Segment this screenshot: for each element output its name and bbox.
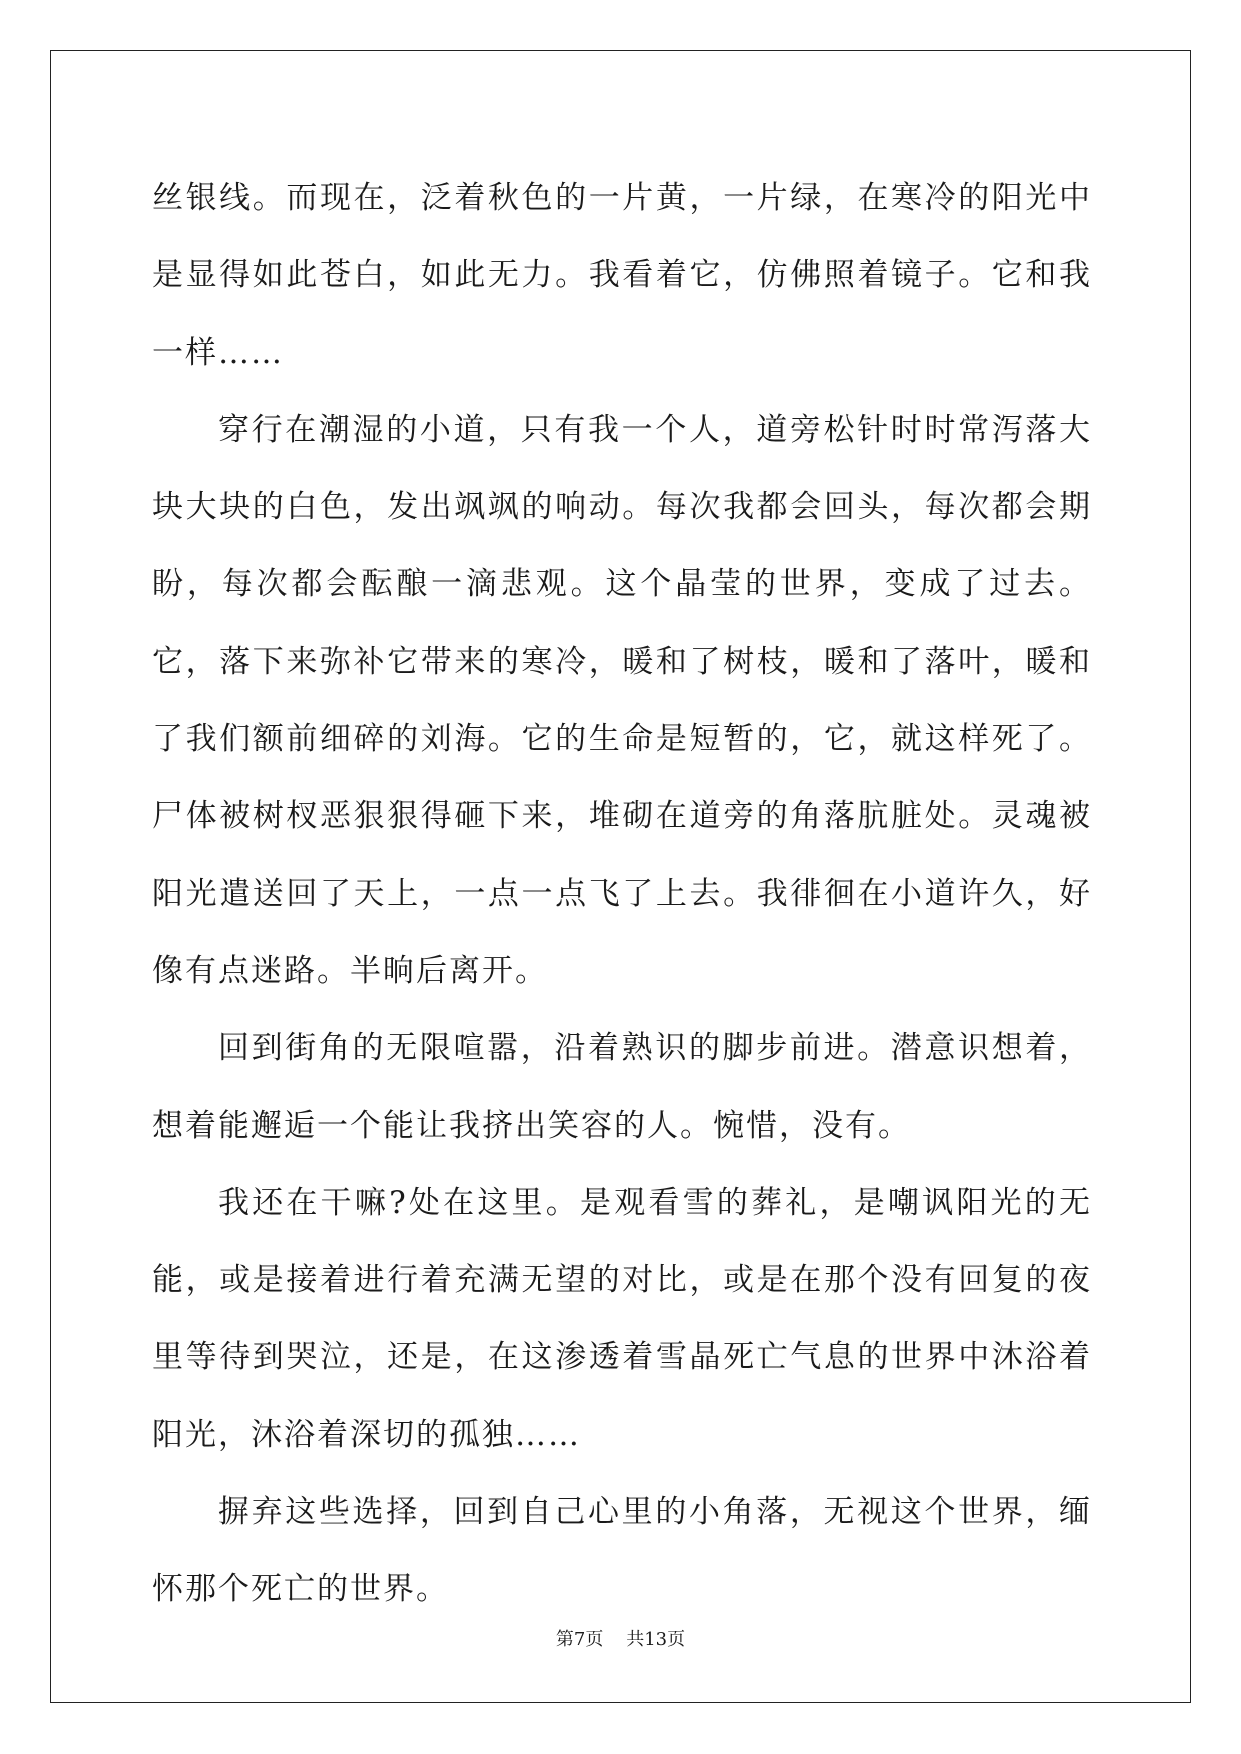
page-number-footer: 第7页 共13页 xyxy=(555,1629,686,1650)
paragraph: 穿行在潮湿的小道，只有我一个人，道旁松针时时常泻落大块大块的白色，发出飒飒的响动。每次我都会回头，每次都会期盼，每次都会酝酿一滴悲观。这个晶莹的世界，变成了过去。它，落下来弥补它带来的寒冷，暖和了树枝，暖和了落叶，暖和了我们额前细碎的刘海。它的生命是短暂的，它，就这样死了。尸体被树杈恶狠狠得砸下来，堆砌在道旁的角落肮脏处。灵魂被阳光遣送回了天上，一点一点飞了上去。我徘徊在小道许久，好像有点迷路。半晌后离开。 xyxy=(152,411,1092,989)
paragraph: 丝银线。而现在，泛着秋色的一片黄，一片绿，在寒冷的阳光中是显得如此苍白，如此无力。我看着它，仿佛照着镜子。它和我一样…… xyxy=(152,180,1092,371)
document-body xyxy=(152,160,1092,1629)
paragraph: 回到街角的无限喧嚣，沿着熟识的脚步前进。潜意识想着，想着能邂逅一个能让我挤出笑容的人。惋惜，没有。 xyxy=(152,1030,1092,1144)
paragraph: 我还在干嘛?处在这里。是观看雪的葬礼，是嘲讽阳光的无能，或是接着进行着充满无望的对比，或是在那个没有回复的夜里等待到哭泣，还是，在这渗透着雪晶死亡气息的世界中沐浴着阳光，沐浴着深切的孤独…… xyxy=(152,1184,1092,1453)
paragraph: 摒弃这些选择，回到自己心里的小角落，无视这个世界，缅怀那个死亡的世界。 xyxy=(152,1494,1092,1608)
